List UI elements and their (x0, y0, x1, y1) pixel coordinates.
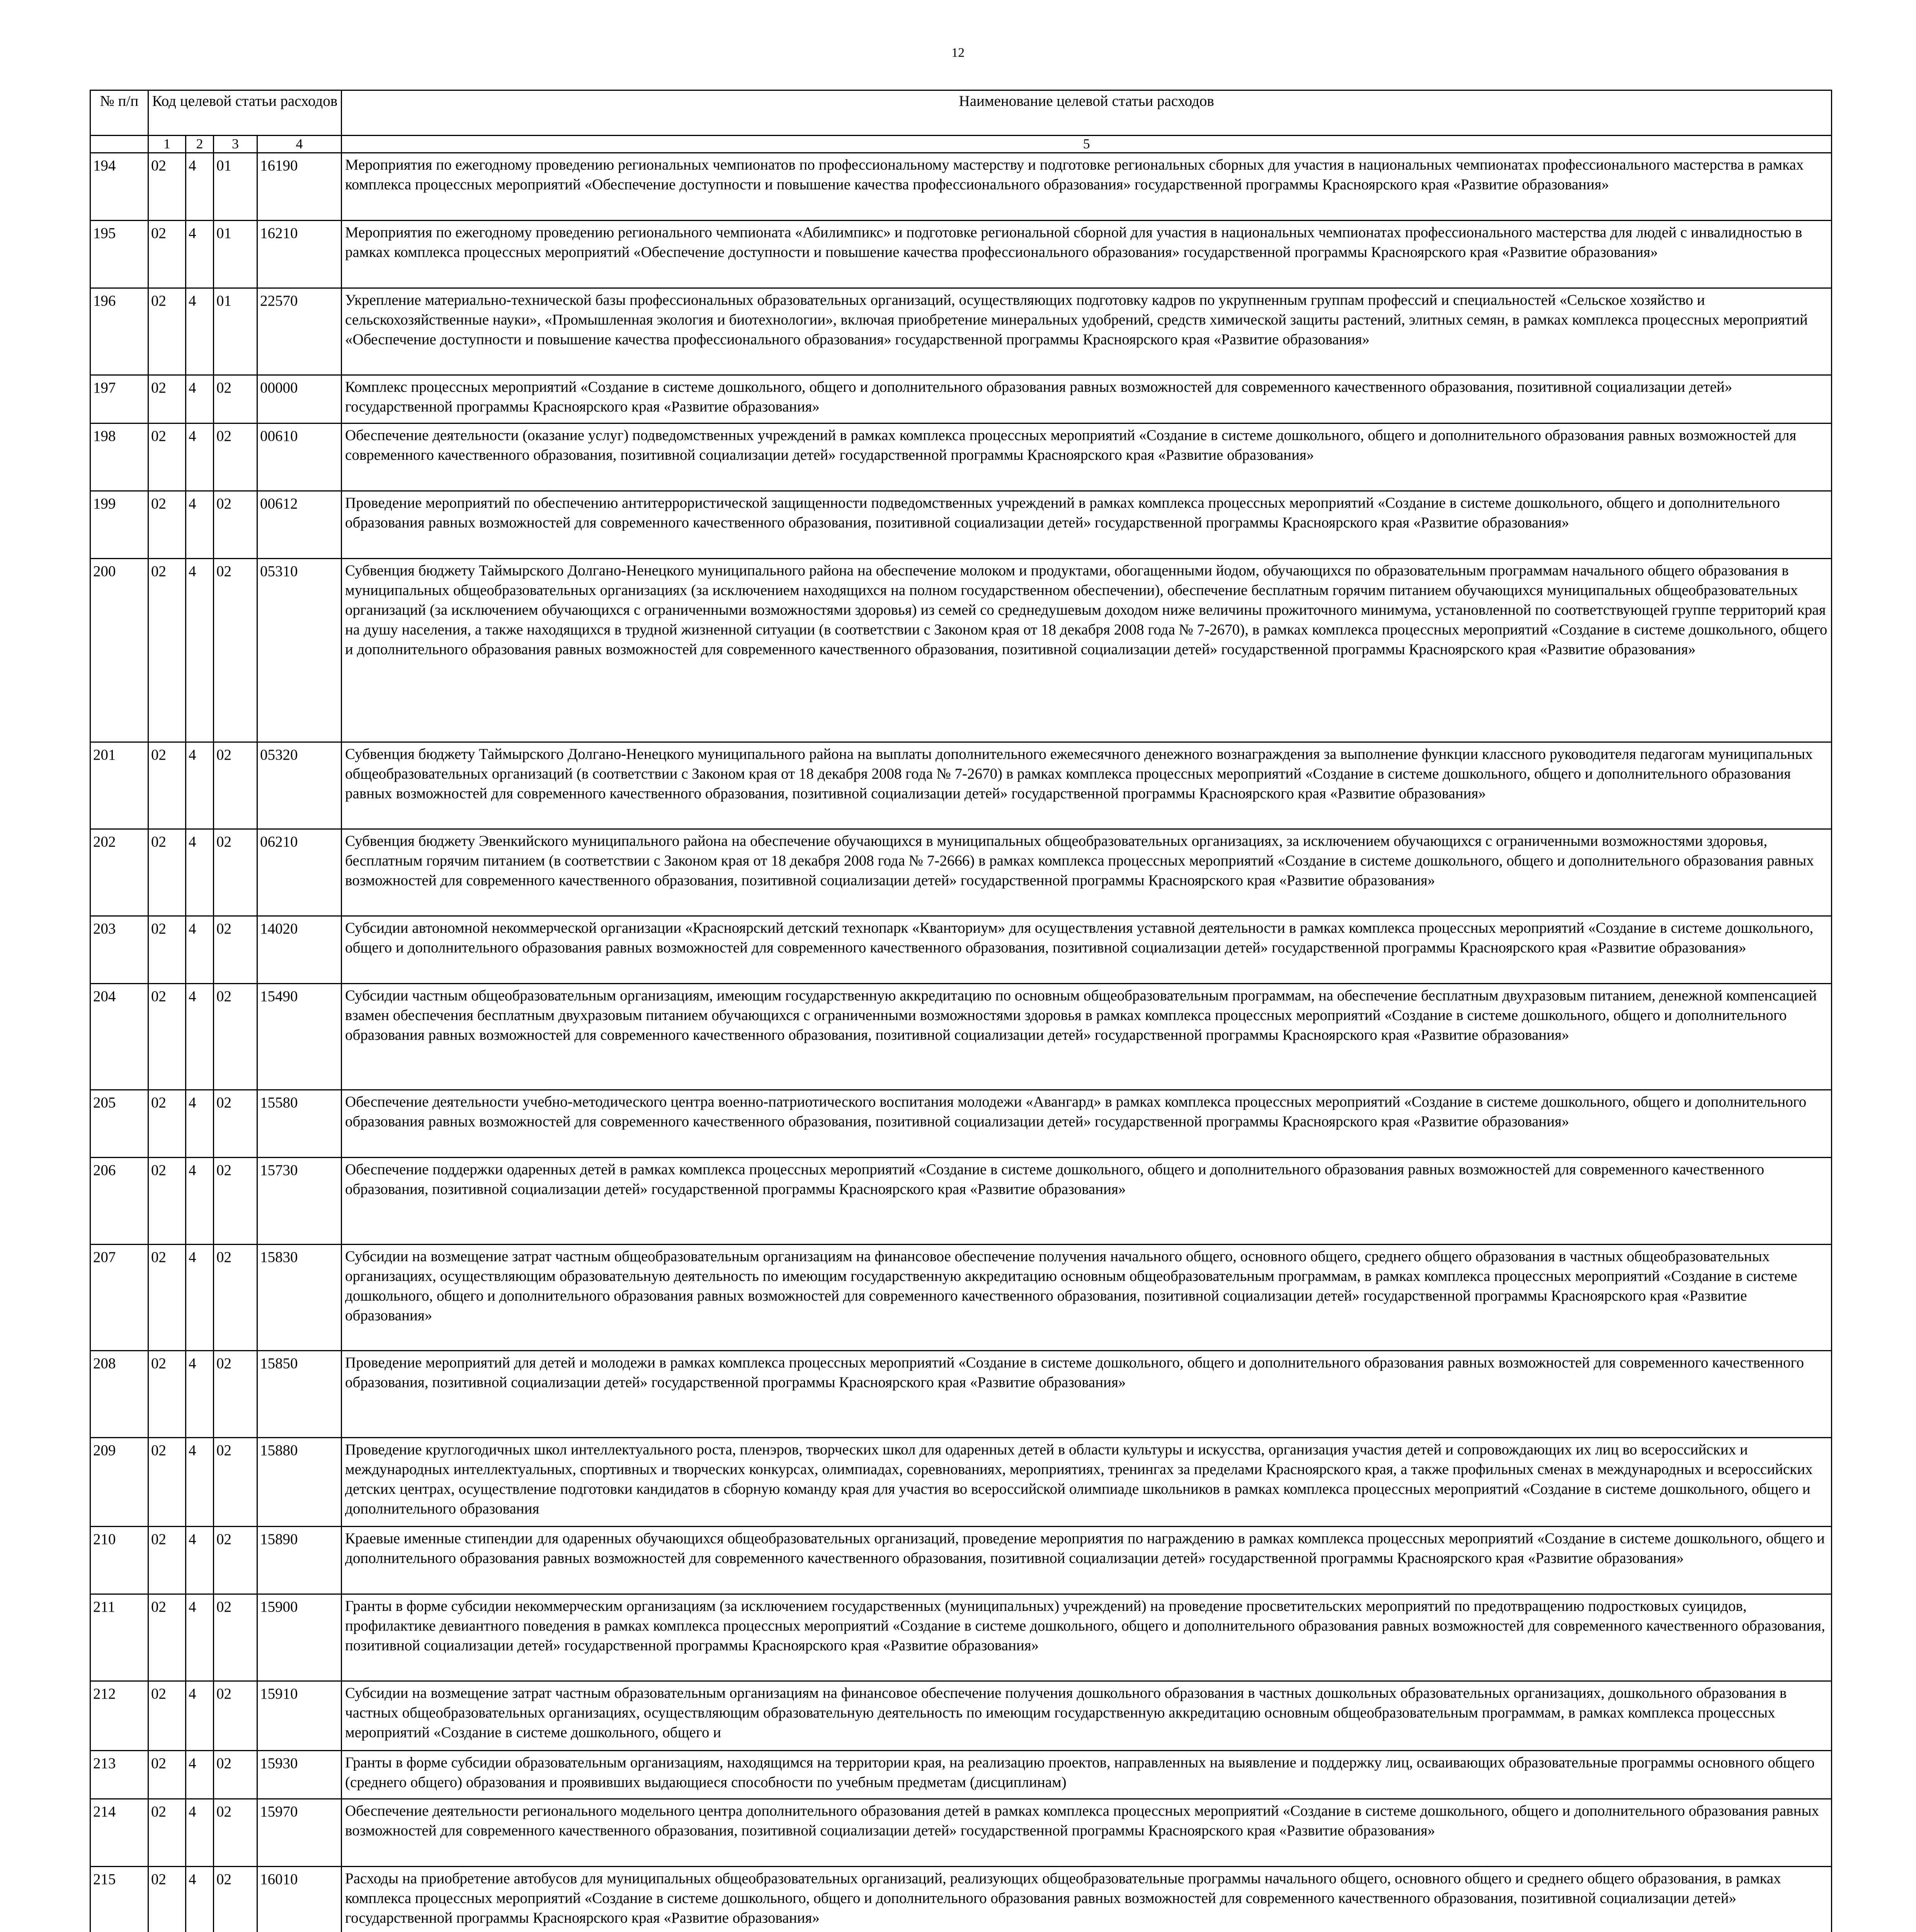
code-direction: 15490 (257, 984, 342, 1090)
row-name: Субсидии на возмещение затрат частным образовательным организациям на финансовое обеспечение получения дошкольного образования в частных дошкольных образовательных организациях, дошкольного образования в частных общеобразовательных организациях, осуществляющим образовательную деятельность по имеющим государственную аккредитацию основным общеобразовательным программам, в рамках комплекса процессных мероприятий «Создание в системе дошкольного, общего и (342, 1681, 1832, 1751)
row-name: Субсидии частным общеобразовательным организациям, имеющим государственную аккредитацию по основным общеобразовательным программам, на обеспечение бесплатным двухразовым питанием, денежной компенсацией взамен обеспечения бесплатным двухразовым питанием обучающихся с ограниченными возможностями здоровья в рамках комплекса процессных мероприятий «Создание в системе дошкольного, общего и дополнительного образования равных возможностей для современного качественного образования, позитивной социализации детей» государственной программы Красноярского края «Развитие образования» (342, 984, 1832, 1090)
code-complex: 02 (214, 984, 257, 1090)
page-number: 12 (951, 46, 965, 60)
code-direction: 00612 (257, 491, 342, 559)
row-name: Обеспечение поддержки одаренных детей в рамках комплекса процессных мероприятий «Создание в системе дошкольного, общего и дополнительного образования равных возможностей для современного качественного образования, позитивной социализации детей» государственной программы Красноярского края «Развитие образования» (342, 1158, 1832, 1245)
row-name: Субвенция бюджету Таймырского Долгано-Ненецкого муниципального района на выплаты дополнительного ежемесячного денежного вознаграждения за выполнение функции классного руководителя педагогам муниципальных общеобразовательных организаций (в соответствии с Законом края от 18 декабря 2008 года № 7-2670) в рамках комплекса процессных мероприятий «Создание в системе дошкольного, общего и дополнительного образования равных возможностей для современного качественного образования, позитивной социализации детей» государственной программы Красноярского края «Развитие образования» (342, 742, 1832, 829)
row-number: 199 (90, 491, 148, 559)
table-row (90, 1867, 1832, 1932)
header-code: Код целевой статьи расходов (148, 90, 342, 136)
code-program: 02 (148, 559, 186, 742)
code-program: 02 (148, 1681, 186, 1751)
row-number: 203 (90, 916, 148, 984)
code-direction: 16010 (257, 1867, 342, 1932)
row-number: 211 (90, 1594, 148, 1681)
row-name: Проведение круглогодичных школ интеллектуального роста, пленэров, творческих школ для одаренных детей в области культуры и искусства, организация участия детей и сопровождающих их лиц во всероссийских и международных интеллектуальных, спортивных и творческих конкурсах, олимпиадах, соревнованиях, мероприятиях, тренингах за пределами Красноярского края, а также профильных сменах в международных и всероссийских детских центрах, осуществление подготовки кандидатов в сборную команду края для участия во всероссийской олимпиаде школьников в рамках комплекса процессных мероприятий «Создание в системе дошкольного, общего и дополнительного образования (342, 1438, 1832, 1527)
row-number: 212 (90, 1681, 148, 1751)
code-program: 02 (148, 221, 186, 288)
table-row (90, 1158, 1832, 1245)
column-index: 1 (148, 136, 186, 153)
row-name: Мероприятия по ежегодному проведению региональных чемпионатов по профессиональному мастерству и подготовке региональных сборных для участия в национальных чемпионатах профессионального мастерства в рамках комплекса процессных мероприятий «Обеспечение доступности и повышение качества профессионального образования» государственной программы Красноярского края «Развитие образования» (342, 153, 1832, 221)
code-complex: 02 (214, 1158, 257, 1245)
code-program: 02 (148, 153, 186, 221)
code-program: 02 (148, 916, 186, 984)
table-row (90, 742, 1832, 829)
code-complex: 02 (214, 1681, 257, 1751)
code-subprogram: 4 (186, 1351, 214, 1438)
table-row (90, 1594, 1832, 1681)
code-direction: 15910 (257, 1681, 342, 1751)
code-direction: 06210 (257, 829, 342, 916)
target-articles-table (90, 90, 1832, 1932)
code-complex: 02 (214, 491, 257, 559)
code-subprogram: 4 (186, 1527, 214, 1594)
code-subprogram: 4 (186, 1158, 214, 1245)
table-row (90, 1351, 1832, 1438)
code-direction: 16210 (257, 221, 342, 288)
code-complex: 02 (214, 1090, 257, 1158)
column-index: 2 (186, 136, 214, 153)
code-program: 02 (148, 375, 186, 423)
row-number: 209 (90, 1438, 148, 1527)
code-program: 02 (148, 288, 186, 375)
code-subprogram: 4 (186, 1245, 214, 1351)
row-name: Обеспечение деятельности регионального модельного центра дополнительного образования детей в рамках комплекса процессных мероприятий «Создание в системе дошкольного, общего и дополнительного образования равных возможностей для современного качественного образования, позитивной социализации детей» государственной программы Красноярского края «Развитие образования» (342, 1799, 1832, 1867)
code-program: 02 (148, 1351, 186, 1438)
code-complex: 02 (214, 1245, 257, 1351)
code-program: 02 (148, 1867, 186, 1932)
code-subprogram: 4 (186, 984, 214, 1090)
header-row (90, 90, 1832, 136)
code-direction: 00610 (257, 423, 342, 491)
code-direction: 15850 (257, 1351, 342, 1438)
code-direction: 00000 (257, 375, 342, 423)
code-program: 02 (148, 491, 186, 559)
table-row (90, 221, 1832, 288)
row-number: 202 (90, 829, 148, 916)
code-subprogram: 4 (186, 1751, 214, 1799)
code-direction: 15580 (257, 1090, 342, 1158)
code-direction: 15830 (257, 1245, 342, 1351)
code-subprogram: 4 (186, 742, 214, 829)
code-complex: 02 (214, 829, 257, 916)
column-index: 3 (214, 136, 257, 153)
code-subprogram: 4 (186, 221, 214, 288)
code-subprogram: 4 (186, 1799, 214, 1867)
code-program: 02 (148, 742, 186, 829)
row-number: 201 (90, 742, 148, 829)
table-row (90, 1245, 1832, 1351)
code-program: 02 (148, 423, 186, 491)
code-program: 02 (148, 1245, 186, 1351)
code-direction: 05310 (257, 559, 342, 742)
row-number: 197 (90, 375, 148, 423)
code-program: 02 (148, 1527, 186, 1594)
row-name: Мероприятия по ежегодному проведению регионального чемпионата «Абилимпикс» и подготовке региональной сборной для участия в национальных чемпионатах профессионального мастерства для людей с инвалидностью в рамках комплекса процессных мероприятий «Обеспечение доступности и повышение качества профессионального образования» государственной программы Красноярского края «Развитие образования» (342, 221, 1832, 288)
row-name: Краевые именные стипендии для одаренных обучающихся общеобразовательных организаций, проведение мероприятия по награждению в рамках комплекса процессных мероприятий «Создание в системе дошкольного, общего и дополнительного образования равных возможностей для современного качественного образования, позитивной социализации детей» государственной программы Красноярского края «Развитие образования» (342, 1527, 1832, 1594)
code-subprogram: 4 (186, 1438, 214, 1527)
code-subprogram: 4 (186, 916, 214, 984)
code-complex: 02 (214, 423, 257, 491)
code-program: 02 (148, 1158, 186, 1245)
row-name: Субвенция бюджету Таймырского Долгано-Ненецкого муниципального района на обеспечение молоком и продуктами, обогащенными йодом, обучающихся по образовательным программам начального общего образования в муниципальных общеобразовательных организациях (за исключением находящихся на полном государственном обеспечении), обеспечение бесплатным горячим питанием обучающихся муниципальных общеобразовательных организаций (за исключением обучающихся с ограниченными возможностями здоровья) из семей со среднедушевым доходом ниже величины прожиточного минимума, установленной по соответствующей группе территорий края на душу населения, а также находящихся в трудной жизненной ситуации (в соответствии с Законом края от 18 декабря 2008 года № 7-2670), в рамках комплекса процессных мероприятий «Создание в системе дошкольного, общего и дополнительного образования равных возможностей для современного качественного образования, позитивной социализации детей» государственной программы Красноярского края «Развитие образования» (342, 559, 1832, 742)
code-direction: 15900 (257, 1594, 342, 1681)
column-index-blank (90, 136, 148, 153)
row-name: Проведение мероприятий по обеспечению антитеррористической защищенности подведомственных учреждений в рамках комплекса процессных мероприятий «Создание в системе дошкольного, общего и дополнительного образования равных возможностей для современного качественного образования, позитивной социализации детей» государственной программы Красноярского края «Развитие образования» (342, 491, 1832, 559)
code-program: 02 (148, 1438, 186, 1527)
header-num: № п/п (90, 90, 148, 136)
table-row (90, 423, 1832, 491)
code-complex: 02 (214, 1438, 257, 1527)
column-index-row (90, 136, 1832, 153)
code-complex: 02 (214, 916, 257, 984)
code-subprogram: 4 (186, 375, 214, 423)
code-subprogram: 4 (186, 1090, 214, 1158)
code-program: 02 (148, 1090, 186, 1158)
code-subprogram: 4 (186, 559, 214, 742)
row-number: 215 (90, 1867, 148, 1932)
row-name: Субсидии автономной некоммерческой организации «Красноярский детский технопарк «Кванториум» для осуществления уставной деятельности в рамках комплекса процессных мероприятий «Создание в системе дошкольного, общего и дополнительного образования равных возможностей для современного качественного образования, позитивной социализации детей» государственной программы Красноярского края «Развитие образования» (342, 916, 1832, 984)
column-index: 4 (257, 136, 342, 153)
code-complex: 02 (214, 1867, 257, 1932)
code-program: 02 (148, 829, 186, 916)
row-name: Комплекс процессных мероприятий «Создание в системе дошкольного, общего и дополнительного образования равных возможностей для современного качественного образования, позитивной социализации детей» государственной программы Красноярского края «Развитие образования» (342, 375, 1832, 423)
code-direction: 15890 (257, 1527, 342, 1594)
row-name: Обеспечение деятельности учебно-методического центра военно-патриотического воспитания молодежи «Авангард» в рамках комплекса процессных мероприятий «Создание в системе дошкольного, общего и дополнительного образования равных возможностей для современного качественного образования, позитивной социализации детей» государственной программы Красноярского края «Развитие образования» (342, 1090, 1832, 1158)
code-subprogram: 4 (186, 423, 214, 491)
column-index: 5 (342, 136, 1832, 153)
code-program: 02 (148, 1799, 186, 1867)
code-complex: 02 (214, 1751, 257, 1799)
row-name: Субвенция бюджету Эвенкийского муниципального района на обеспечение обучающихся в муниципальных общеобразовательных организациях, за исключением обучающихся с ограниченными возможностями здоровья, бесплатным горячим питанием (в соответствии с Законом края от 18 декабря 2008 года № 7-2666) в рамках комплекса процессных мероприятий «Создание в системе дошкольного, общего и дополнительного образования равных возможностей для современного качественного образования, позитивной социализации детей» государственной программы Красноярского края «Развитие образования» (342, 829, 1832, 916)
code-subprogram: 4 (186, 491, 214, 559)
row-name: Гранты в форме субсидии образовательным организациям, находящимся на территории края, на реализацию проектов, направленных на выявление и поддержку лиц, осваивающих образовательные программы основного общего (среднего общего) образования и проявивших выдающиеся способности по учебным предметам (дисциплинам) (342, 1751, 1832, 1799)
row-number: 214 (90, 1799, 148, 1867)
row-number: 208 (90, 1351, 148, 1438)
table-row (90, 829, 1832, 916)
code-complex: 01 (214, 153, 257, 221)
code-complex: 02 (214, 1799, 257, 1867)
code-subprogram: 4 (186, 1594, 214, 1681)
code-subprogram: 4 (186, 1681, 214, 1751)
table-row (90, 559, 1832, 742)
code-direction: 15730 (257, 1158, 342, 1245)
row-number: 206 (90, 1158, 148, 1245)
table-row (90, 1751, 1832, 1799)
row-number: 200 (90, 559, 148, 742)
row-number: 195 (90, 221, 148, 288)
code-complex: 02 (214, 742, 257, 829)
table-row (90, 288, 1832, 375)
code-direction: 15930 (257, 1751, 342, 1799)
row-name: Субсидии на возмещение затрат частным общеобразовательным организациям на финансовое обеспечение получения начального общего, основного общего, среднего общего образования в частных общеобразовательных организациях, осуществляющим образовательную деятельность по имеющим государственную аккредитацию основным общеобразовательным программам, в рамках комплекса процессных мероприятий «Создание в системе дошкольного, общего и дополнительного образования равных возможностей для современного качественного образования, позитивной социализации детей» государственной программы Красноярского края «Развитие образования» (342, 1245, 1832, 1351)
row-number: 196 (90, 288, 148, 375)
table-row (90, 984, 1832, 1090)
code-direction: 22570 (257, 288, 342, 375)
table-row (90, 1681, 1832, 1751)
code-subprogram: 4 (186, 1867, 214, 1932)
code-complex: 01 (214, 288, 257, 375)
row-number: 205 (90, 1090, 148, 1158)
code-direction: 15970 (257, 1799, 342, 1867)
row-name: Укрепление материально-технической базы профессиональных образовательных организаций, осуществляющих подготовку кадров по укрупненным группам профессий и специальностей «Сельское хозяйство и сельскохозяйственные науки», «Промышленная экология и биотехнологии», включая приобретение минеральных удобрений, средств химической защиты растений, элитных семян, в рамках комплекса процессных мероприятий «Обеспечение доступности и повышение качества профессионального образования» государственной программы Красноярского края «Развитие образования» (342, 288, 1832, 375)
code-direction: 14020 (257, 916, 342, 984)
code-subprogram: 4 (186, 829, 214, 916)
row-number: 210 (90, 1527, 148, 1594)
table-row (90, 375, 1832, 423)
table-row (90, 1527, 1832, 1594)
code-direction: 05320 (257, 742, 342, 829)
code-complex: 02 (214, 559, 257, 742)
table-row (90, 153, 1832, 221)
row-name: Проведение мероприятий для детей и молодежи в рамках комплекса процессных мероприятий «Создание в системе дошкольного, общего и дополнительного образования равных возможностей для современного качественного образования, позитивной социализации детей» государственной программы Красноярского края «Развитие образования» (342, 1351, 1832, 1438)
table-row (90, 491, 1832, 559)
row-number: 194 (90, 153, 148, 221)
code-program: 02 (148, 1594, 186, 1681)
code-direction: 15880 (257, 1438, 342, 1527)
code-direction: 16190 (257, 153, 342, 221)
code-complex: 02 (214, 1351, 257, 1438)
row-name: Гранты в форме субсидии некоммерческим организациям (за исключением государственных (муниципальных) учреждений) на проведение просветительских мероприятий по предотвращению подростковых суицидов, профилактике девиантного поведения в рамках комплекса процессных мероприятий «Создание в системе дошкольного, общего и дополнительного образования равных возможностей для современного качественного образования, позитивной социализации детей» государственной программы Красноярского края «Развитие образования» (342, 1594, 1832, 1681)
table-row (90, 1090, 1832, 1158)
table-row (90, 1799, 1832, 1867)
row-number: 213 (90, 1751, 148, 1799)
code-complex: 02 (214, 1594, 257, 1681)
code-complex: 01 (214, 221, 257, 288)
code-subprogram: 4 (186, 153, 214, 221)
table-row (90, 1438, 1832, 1527)
code-complex: 02 (214, 375, 257, 423)
code-complex: 02 (214, 1527, 257, 1594)
row-number: 198 (90, 423, 148, 491)
table-row (90, 916, 1832, 984)
row-name: Обеспечение деятельности (оказание услуг) подведомственных учреждений в рамках комплекса процессных мероприятий «Создание в системе дошкольного, общего и дополнительного образования равных возможностей для современного качественного образования, позитивной социализации детей» государственной программы Красноярского края «Развитие образования» (342, 423, 1832, 491)
header-name: Наименование целевой статьи расходов (342, 90, 1832, 136)
row-name: Расходы на приобретение автобусов для муниципальных общеобразовательных организаций, реализующих общеобразовательные программы начального общего, основного общего и среднего общего образования, в рамках комплекса процессных мероприятий «Создание в системе дошкольного, общего и дополнительного образования равных возможностей для современного качественного образования, позитивной социализации детей» государственной программы Красноярского края «Развитие образования» (342, 1867, 1832, 1932)
row-number: 207 (90, 1245, 148, 1351)
code-program: 02 (148, 1751, 186, 1799)
code-program: 02 (148, 984, 186, 1090)
code-subprogram: 4 (186, 288, 214, 375)
row-number: 204 (90, 984, 148, 1090)
